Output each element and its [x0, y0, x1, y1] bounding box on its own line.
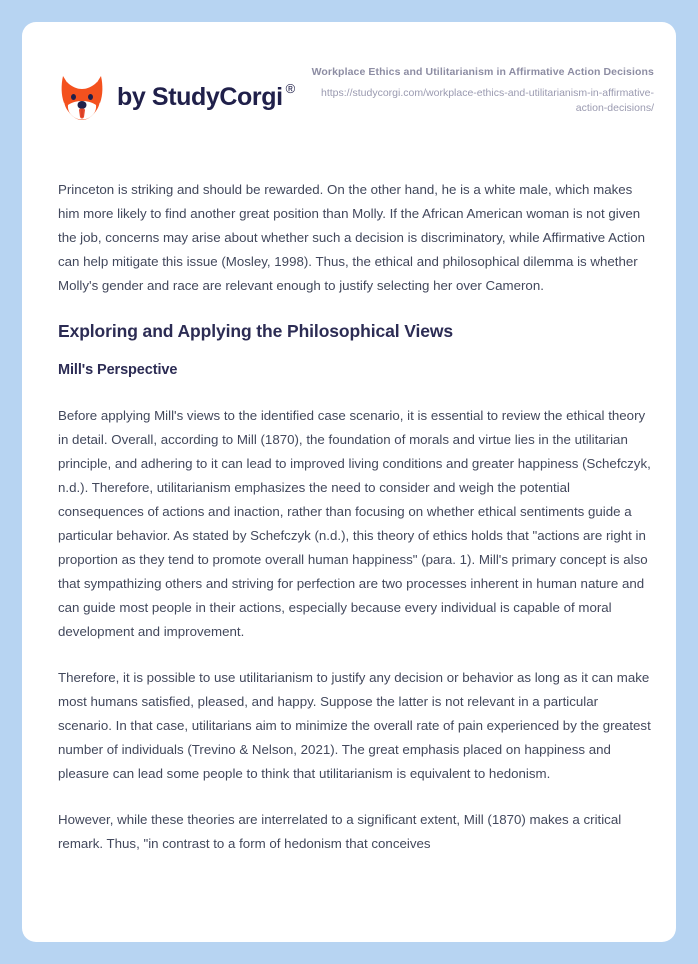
registered-trademark-icon: ® — [285, 80, 295, 96]
document-body — [58, 178, 654, 878]
document-meta — [306, 62, 654, 116]
section-heading: Exploring and Applying the Philosophical Views — [58, 321, 454, 341]
document-url[interactable]: https://studycorgi.com/workplace-ethics-and-utilitarianism-in-affirmative-action-decisions/ — [320, 87, 654, 115]
brand-wordmark-text: by StudyCorgi — [117, 82, 283, 111]
sub-heading: Mill's Perspective — [58, 361, 178, 378]
brand-wordmark — [117, 80, 295, 111]
brand-logo[interactable] — [58, 62, 295, 122]
document-header — [22, 22, 676, 152]
corgi-mascot-icon — [58, 72, 106, 122]
paragraph-1: Princeton is striking and should be rewarded. On the other hand, he is a white male, which makes him more likely to find another great position than Molly. If the African American woman is not given the job, concerns may arise about whether such a decision is discriminatory, while Affirmative Action can help mitigate this issue (Mosley, 1998). Thus, the ethical and philosophical dilemma is whether Molly's gender and race are relevant enough to justify selecting her over Cameron. — [58, 182, 646, 293]
paragraph-4: However, while these theories are interrelated to a significant extent, Mill (1870) makes a critical remark. Thus, "in contrast to a form of hedonism that conceives — [58, 811, 622, 851]
document-title: Workplace Ethics and Utilitarianism in Affirmative Action Decisions — [311, 66, 654, 78]
document-paper — [22, 22, 676, 942]
paragraph-3: Therefore, it is possible to use utilitarianism to justify any decision or behavior as long as it can make most humans satisfied, pleased, and happy. Suppose the latter is not relevant in a particular scenario. In that case, utilitarians aim to minimize the overall rate of pain experienced by the greatest number of individuals (Trevino & Nelson, 2021). The great emphasis placed on happiness and pleasure can lead some people to think that utilitarianism is equivalent to hedonism. — [58, 669, 651, 781]
paragraph-2: Before applying Mill's views to the identified case scenario, it is essential to review the ethical theory in detail. Overall, according to Mill (1870), the foundation of morals and virtue lies in the utilitarian principle, and adhering to it can lead to improved living conditions and greater happiness (Schefczyk, n.d.). Therefore, utilitarianism emphasizes the need to consider and weigh the potential consequences of actions and inaction, rather than focusing on whether ethical sentiments guide a particular behavior. As stated by Schefczyk (n.d.), this theory of ethics holds that "actions are right in proportion as they tend to promote overall human happiness" (para. 1). Mill's primary concept is also that sympathizing others and striving for perfection are two processes inherent in human nature and can guide most people in their actions, especially because every individual is capable of moral development and improvement. — [58, 407, 651, 639]
